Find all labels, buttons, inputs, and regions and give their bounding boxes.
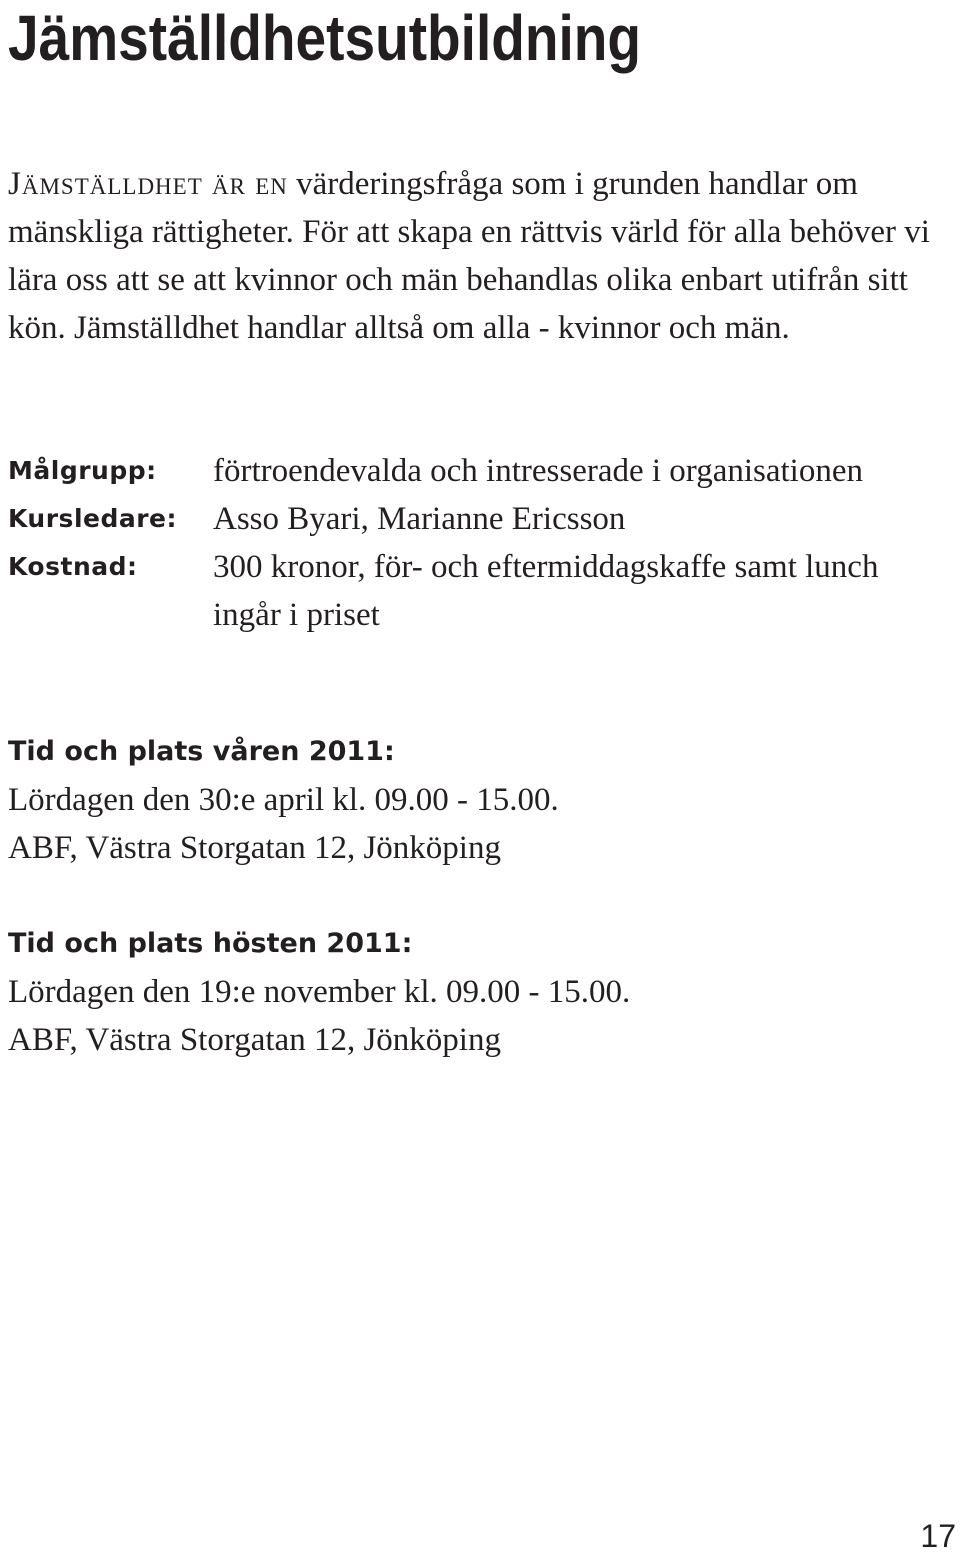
schedule-heading: Tid och plats våren 2011: xyxy=(8,736,395,767)
info-label: Kursledare: xyxy=(8,504,178,533)
schedule-place: ABF, Västra Storgatan 12, Jönköping xyxy=(8,830,501,866)
intro-paragraph xyxy=(8,160,948,352)
schedule-heading: Tid och plats hösten 2011: xyxy=(8,928,413,959)
page-title: Jämställdhetsutbildning xyxy=(8,2,642,74)
info-row-course-leader xyxy=(8,495,948,543)
course-info xyxy=(8,447,948,639)
info-label: Målgrupp: xyxy=(8,456,157,485)
schedule-autumn xyxy=(8,920,948,1064)
schedule-date: Lördagen den 19:e november kl. 09.00 - 15.00. xyxy=(8,974,631,1010)
schedule-place: ABF, Västra Storgatan 12, Jönköping xyxy=(8,1022,501,1058)
info-label: Kostnad: xyxy=(8,552,138,581)
page-number: 17 xyxy=(920,1518,956,1554)
info-row-target-group xyxy=(8,447,948,495)
intro-lead: Jämställdhet är en xyxy=(8,166,288,202)
info-row-cost xyxy=(8,543,948,639)
info-value: Asso Byari, Marianne Ericsson xyxy=(213,501,626,537)
info-value: förtroendevalda och intresserade i organisationen xyxy=(213,453,863,489)
info-value: 300 kronor, för- och eftermiddagskaffe samt lunch ingår i priset xyxy=(213,549,879,633)
intro-text: värderingsfråga som i grunden handlar om mänskliga rättigheter. För att skapa en rättvis värld för alla behöver vi lära oss att se att kvinnor och män behandlas olika enbart utifrån sitt kön. Jämställdhet handlar alltså om alla - kvinnor och män. xyxy=(8,166,930,346)
schedule-spring xyxy=(8,728,948,872)
schedule-date: Lördagen den 30:e april kl. 09.00 - 15.00. xyxy=(8,782,559,818)
